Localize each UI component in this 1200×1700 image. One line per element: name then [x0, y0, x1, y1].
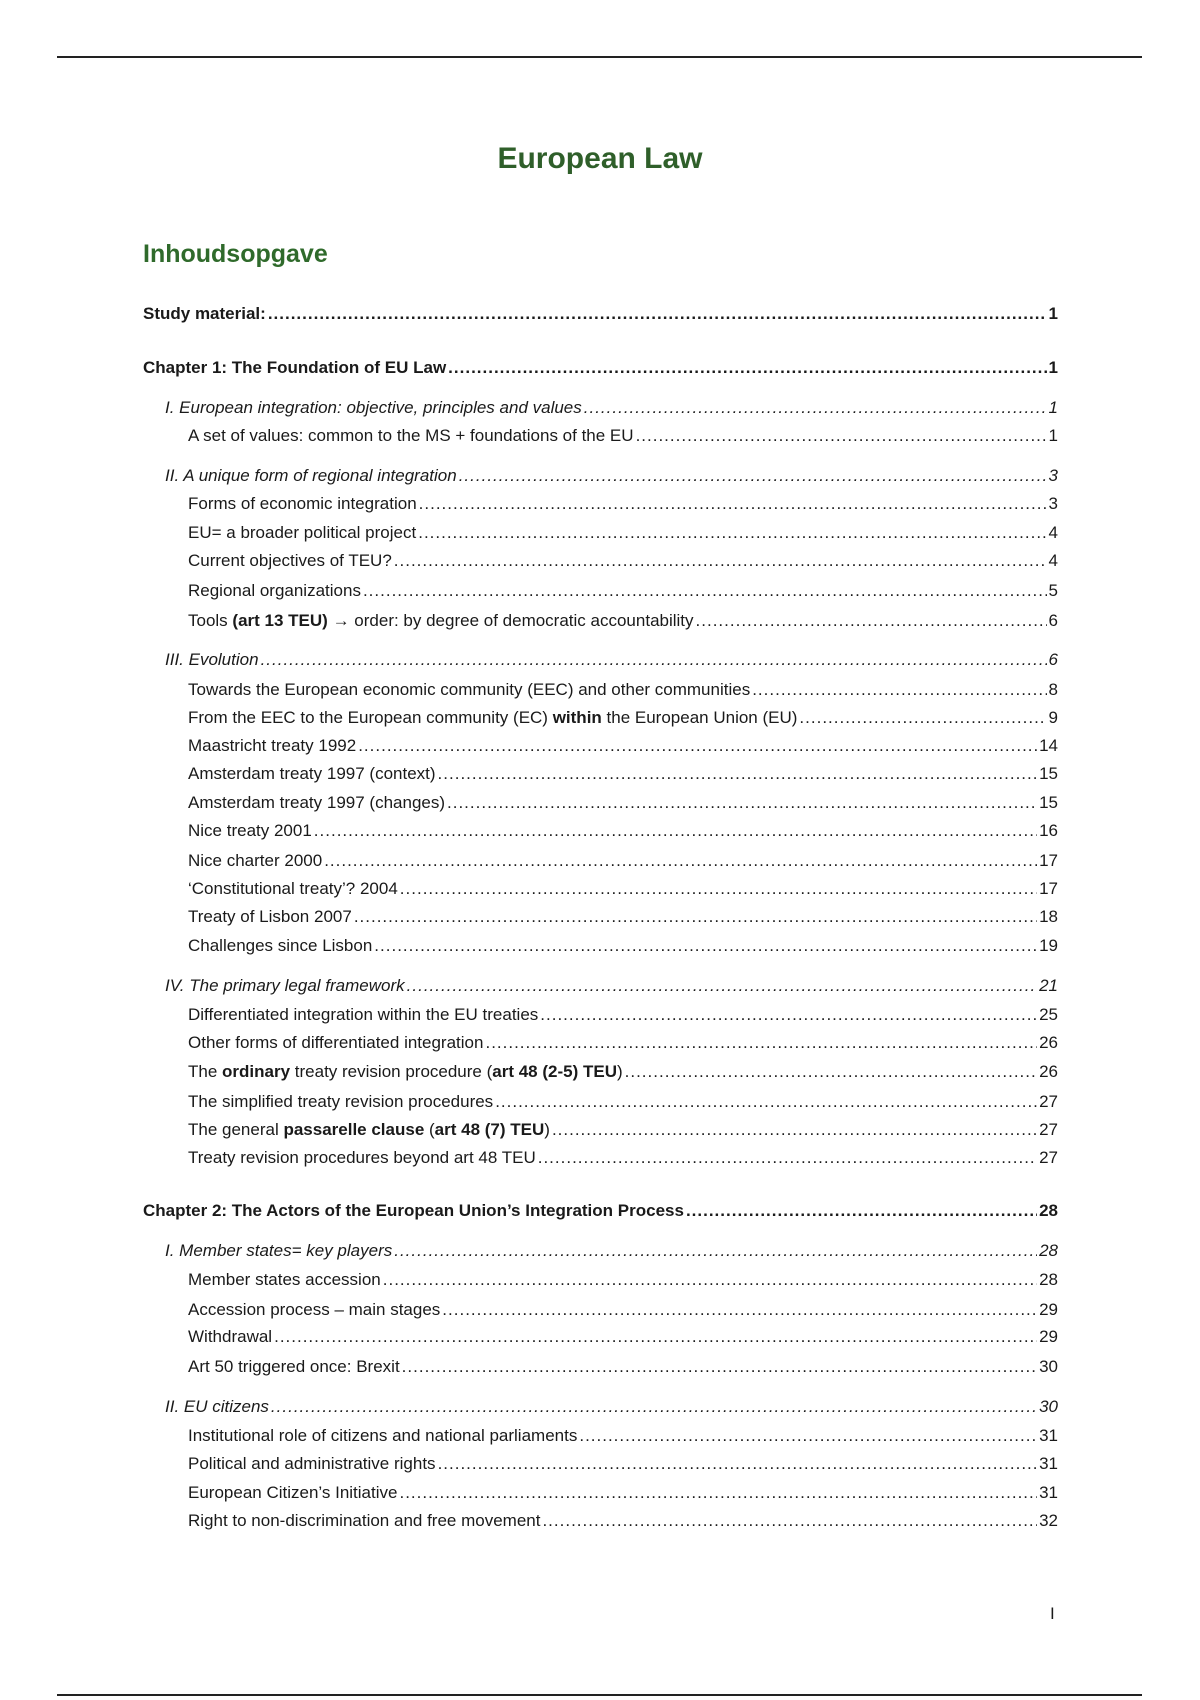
toc-entry-subsection[interactable]: Tools (art 13 TEU) → order: by degree of democratic accountability ..... 6 [188, 611, 1058, 631]
toc-entry-subsection[interactable]: Nice charter 2000 ..... 17 [188, 851, 1058, 871]
toc-entry-subsection[interactable]: Art 50 triggered once: Brexit ..... 30 [188, 1357, 1058, 1377]
toc-entry-study-material[interactable]: Study material: ..... 1 [143, 304, 1058, 324]
toc-entry-section[interactable]: II. EU citizens ..... 30 [165, 1397, 1058, 1417]
toc-entry-section[interactable]: IV. The primary legal framework ..... 21 [165, 976, 1058, 996]
toc-entry-subsection[interactable]: ‘Constitutional treaty’? 2004 ..... 17 [188, 879, 1058, 899]
toc-entry-subsection[interactable]: Maastricht treaty 1992 ..... 14 [188, 736, 1058, 756]
toc-entry-chapter-2[interactable]: Chapter 2: The Actors of the European Union’s Integration Process ..... 28 [143, 1201, 1058, 1221]
toc-entry-subsection[interactable]: Member states accession ..... 28 [188, 1270, 1058, 1290]
toc-entry-subsection[interactable]: Forms of economic integration ..... 3 [188, 494, 1058, 514]
toc-entry-subsection[interactable]: Right to non-discrimination and free movement ..... 32 [188, 1511, 1058, 1531]
header-rule [57, 56, 1142, 58]
toc-entry-subsection[interactable]: Withdrawal ..... 29 [188, 1327, 1058, 1347]
toc-entry-subsection[interactable]: The simplified treaty revision procedures ..... 27 [188, 1092, 1058, 1112]
toc-entry-subsection[interactable]: The general passarelle clause (art 48 (7) TEU) ..... 27 [188, 1120, 1058, 1140]
toc-entry-subsection[interactable]: Political and administrative rights ..... 31 [188, 1454, 1058, 1474]
toc-entry-section[interactable]: II. A unique form of regional integration ..... 3 [165, 466, 1058, 486]
toc-entry-subsection[interactable]: Nice treaty 2001 ..... 16 [188, 821, 1058, 841]
toc-entry-subsection[interactable]: The ordinary treaty revision procedure (art 48 (2-5) TEU) ..... 26 [188, 1062, 1058, 1082]
toc-entry-subsection[interactable]: European Citizen’s Initiative ..... 31 [188, 1483, 1058, 1503]
toc-entry-chapter-1[interactable]: Chapter 1: The Foundation of EU Law ..... 1 [143, 358, 1058, 378]
toc-entry-subsection[interactable]: From the EEC to the European community (EC) within the European Union (EU) ..... 9 [188, 708, 1058, 728]
toc-entry-subsection[interactable]: Amsterdam treaty 1997 (changes) ..... 15 [188, 793, 1058, 813]
toc-entry-section[interactable]: I. Member states= key players ..... 28 [165, 1241, 1058, 1261]
toc-entry-subsection[interactable]: Differentiated integration within the EU treaties ..... 25 [188, 1005, 1058, 1025]
toc-entry-subsection[interactable]: Treaty revision procedures beyond art 48 TEU ..... 27 [188, 1148, 1058, 1168]
toc-entry-subsection[interactable]: Towards the European economic community (EEC) and other communities ..... 8 [188, 680, 1058, 700]
toc-entry-subsection[interactable]: Accession process – main stages ..... 29 [188, 1300, 1058, 1320]
toc-entry-subsection[interactable]: Current objectives of TEU? ..... 4 [188, 551, 1058, 571]
toc-entry-subsection[interactable]: A set of values: common to the MS + foundations of the EU ..... 1 [188, 426, 1058, 446]
footer-rule [57, 1694, 1142, 1696]
toc-entry-subsection[interactable]: Institutional role of citizens and national parliaments ..... 31 [188, 1426, 1058, 1446]
toc-entry-section[interactable]: III. Evolution ..... 6 [165, 650, 1058, 670]
toc-entry-subsection[interactable]: Challenges since Lisbon ..... 19 [188, 936, 1058, 956]
toc-entry-subsection[interactable]: Regional organizations ..... 5 [188, 581, 1058, 601]
document-title: European Law [497, 142, 703, 175]
toc-entry-section[interactable]: I. European integration: objective, principles and values ..... 1 [165, 398, 1058, 418]
toc-heading: Inhoudsopgave [143, 240, 328, 268]
toc-entry-subsection[interactable]: EU= a broader political project ..... 4 [188, 523, 1058, 543]
toc-entry-subsection[interactable]: Amsterdam treaty 1997 (context) ..... 15 [188, 764, 1058, 784]
toc-entry-subsection[interactable]: Treaty of Lisbon 2007 ..... 18 [188, 907, 1058, 927]
page-number: I [1050, 1604, 1055, 1623]
toc-entry-subsection[interactable]: Other forms of differentiated integration ..... 26 [188, 1033, 1058, 1053]
